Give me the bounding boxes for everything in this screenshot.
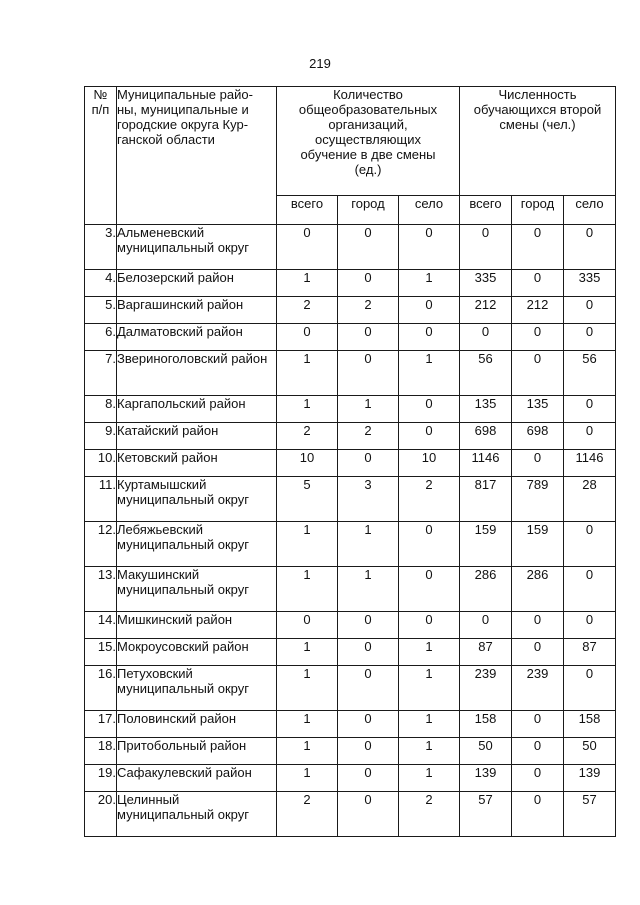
orgs-village-cell: 0 — [399, 396, 460, 423]
students-city-cell: 0 — [512, 351, 564, 396]
row-number: 7. — [85, 351, 117, 396]
students-city-cell: 212 — [512, 297, 564, 324]
orgs-city-cell: 2 — [338, 423, 399, 450]
table-row — [85, 225, 616, 270]
row-number: 16. — [85, 666, 117, 711]
table-row — [85, 738, 616, 765]
orgs-village-cell: 2 — [399, 477, 460, 522]
table-row — [85, 666, 616, 711]
table-row — [85, 351, 616, 396]
orgs-village-cell: 2 — [399, 792, 460, 837]
district-name: Куртамышский муниципальный округ — [117, 477, 277, 522]
students-total-cell: 698 — [460, 423, 512, 450]
table-row — [85, 639, 616, 666]
header-number: № п/п — [85, 87, 117, 225]
students-city-cell: 239 — [512, 666, 564, 711]
row-number: 20. — [85, 792, 117, 837]
students-total-cell: 335 — [460, 270, 512, 297]
students-city-cell: 159 — [512, 522, 564, 567]
orgs-city-cell: 0 — [338, 711, 399, 738]
district-name: Белозерский район — [117, 270, 277, 297]
students-total-cell: 50 — [460, 738, 512, 765]
students-village-cell: 0 — [564, 423, 616, 450]
table-header — [85, 87, 616, 225]
students-village-cell: 0 — [564, 396, 616, 423]
table-row — [85, 423, 616, 450]
orgs-village-cell: 1 — [399, 351, 460, 396]
orgs-city-cell: 0 — [338, 351, 399, 396]
table-row — [85, 765, 616, 792]
orgs-total-cell: 1 — [277, 522, 338, 567]
row-number: 14. — [85, 612, 117, 639]
table-row — [85, 522, 616, 567]
row-number: 13. — [85, 567, 117, 612]
orgs-city-cell: 0 — [338, 324, 399, 351]
orgs-village-cell: 1 — [399, 738, 460, 765]
orgs-city-cell: 0 — [338, 792, 399, 837]
students-village-cell: 0 — [564, 567, 616, 612]
students-total-cell: 0 — [460, 324, 512, 351]
orgs-total-cell: 1 — [277, 765, 338, 792]
table-row — [85, 612, 616, 639]
row-number: 15. — [85, 639, 117, 666]
students-total-cell: 0 — [460, 225, 512, 270]
students-city-cell: 286 — [512, 567, 564, 612]
table-row — [85, 792, 616, 837]
row-number: 18. — [85, 738, 117, 765]
table-row — [85, 450, 616, 477]
students-village-cell: 0 — [564, 324, 616, 351]
header-students: Численность обучающихся второй смены (чел.) — [460, 87, 616, 196]
students-city-cell: 0 — [512, 270, 564, 297]
orgs-total-cell: 1 — [277, 666, 338, 711]
students-village-cell: 0 — [564, 297, 616, 324]
students-city-cell: 0 — [512, 738, 564, 765]
district-name: Сафакулевский район — [117, 765, 277, 792]
students-city-cell: 0 — [512, 225, 564, 270]
row-number: 6. — [85, 324, 117, 351]
students-village-cell: 139 — [564, 765, 616, 792]
district-name: Альменевский муниципальный округ — [117, 225, 277, 270]
students-village-cell: 0 — [564, 225, 616, 270]
students-city-cell: 0 — [512, 612, 564, 639]
row-number: 8. — [85, 396, 117, 423]
orgs-city-cell: 1 — [338, 567, 399, 612]
orgs-city-cell: 1 — [338, 522, 399, 567]
students-total-cell: 212 — [460, 297, 512, 324]
orgs-city-cell: 0 — [338, 738, 399, 765]
orgs-total-cell: 5 — [277, 477, 338, 522]
students-total-cell: 239 — [460, 666, 512, 711]
table-row — [85, 270, 616, 297]
district-name: Лебяжьевский муниципальный округ — [117, 522, 277, 567]
orgs-city-cell: 0 — [338, 450, 399, 477]
students-city-cell: 789 — [512, 477, 564, 522]
students-village-cell: 158 — [564, 711, 616, 738]
orgs-village-cell: 1 — [399, 270, 460, 297]
row-number: 17. — [85, 711, 117, 738]
district-name: Каргапольский район — [117, 396, 277, 423]
orgs-city-cell: 0 — [338, 612, 399, 639]
orgs-total-cell: 2 — [277, 792, 338, 837]
orgs-village-cell: 0 — [399, 567, 460, 612]
students-total-cell: 139 — [460, 765, 512, 792]
orgs-total-cell: 1 — [277, 738, 338, 765]
orgs-total-cell: 1 — [277, 639, 338, 666]
students-city-cell: 0 — [512, 450, 564, 477]
students-village-cell: 56 — [564, 351, 616, 396]
orgs-total-cell: 0 — [277, 324, 338, 351]
orgs-total-cell: 10 — [277, 450, 338, 477]
orgs-total-cell: 2 — [277, 297, 338, 324]
subheader-orgs-village: село — [399, 196, 460, 225]
orgs-village-cell: 1 — [399, 711, 460, 738]
district-name: Петуховский муниципальный округ — [117, 666, 277, 711]
district-name: Целинный муниципальный округ — [117, 792, 277, 837]
subheader-students-total: всего — [460, 196, 512, 225]
students-total-cell: 87 — [460, 639, 512, 666]
orgs-village-cell: 0 — [399, 225, 460, 270]
page-number: 219 — [309, 56, 331, 71]
orgs-total-cell: 1 — [277, 351, 338, 396]
orgs-total-cell: 1 — [277, 567, 338, 612]
row-number: 4. — [85, 270, 117, 297]
students-village-cell: 50 — [564, 738, 616, 765]
row-number: 11. — [85, 477, 117, 522]
orgs-village-cell: 1 — [399, 666, 460, 711]
orgs-total-cell: 0 — [277, 225, 338, 270]
header-district: Муниципальные райо- ны, муниципальные и городские округа Кур- ганской области — [117, 87, 277, 225]
district-name: Варгашинский район — [117, 297, 277, 324]
district-name: Макушинский муниципальный округ — [117, 567, 277, 612]
students-total-cell: 1146 — [460, 450, 512, 477]
orgs-total-cell: 1 — [277, 396, 338, 423]
orgs-city-cell: 0 — [338, 225, 399, 270]
students-total-cell: 159 — [460, 522, 512, 567]
district-name: Кетовский район — [117, 450, 277, 477]
subheader-students-village: село — [564, 196, 616, 225]
orgs-city-cell: 0 — [338, 666, 399, 711]
table-row — [85, 324, 616, 351]
district-name: Звериноголовский район — [117, 351, 277, 396]
orgs-village-cell: 0 — [399, 423, 460, 450]
subheader-students-city: город — [512, 196, 564, 225]
students-city-cell: 0 — [512, 792, 564, 837]
orgs-village-cell: 0 — [399, 324, 460, 351]
district-name: Мишкинский район — [117, 612, 277, 639]
students-city-cell: 0 — [512, 324, 564, 351]
orgs-village-cell: 0 — [399, 297, 460, 324]
orgs-village-cell: 0 — [399, 612, 460, 639]
district-name: Далматовский район — [117, 324, 277, 351]
students-village-cell: 57 — [564, 792, 616, 837]
orgs-total-cell: 2 — [277, 423, 338, 450]
orgs-city-cell: 0 — [338, 639, 399, 666]
district-name: Притобольный район — [117, 738, 277, 765]
row-number: 5. — [85, 297, 117, 324]
students-total-cell: 56 — [460, 351, 512, 396]
students-village-cell: 0 — [564, 522, 616, 567]
orgs-village-cell: 1 — [399, 639, 460, 666]
students-city-cell: 0 — [512, 765, 564, 792]
orgs-total-cell: 1 — [277, 270, 338, 297]
row-number: 9. — [85, 423, 117, 450]
students-total-cell: 817 — [460, 477, 512, 522]
table-row — [85, 567, 616, 612]
row-number: 12. — [85, 522, 117, 567]
students-total-cell: 286 — [460, 567, 512, 612]
table-row — [85, 297, 616, 324]
students-total-cell: 135 — [460, 396, 512, 423]
subheader-orgs-total: всего — [277, 196, 338, 225]
subheader-orgs-city: город — [338, 196, 399, 225]
table-row — [85, 477, 616, 522]
students-total-cell: 0 — [460, 612, 512, 639]
header-organizations: Количество общеобразовательных организаций, осуществляющих обучение в две смены (ед.) — [277, 87, 460, 196]
students-village-cell: 335 — [564, 270, 616, 297]
district-name: Катайский район — [117, 423, 277, 450]
students-village-cell: 0 — [564, 666, 616, 711]
orgs-village-cell: 10 — [399, 450, 460, 477]
orgs-city-cell: 3 — [338, 477, 399, 522]
orgs-city-cell: 1 — [338, 396, 399, 423]
row-number: 19. — [85, 765, 117, 792]
orgs-city-cell: 0 — [338, 270, 399, 297]
schools-table — [84, 86, 616, 837]
row-number: 10. — [85, 450, 117, 477]
orgs-village-cell: 0 — [399, 522, 460, 567]
students-city-cell: 0 — [512, 639, 564, 666]
district-name: Мокроусовский район — [117, 639, 277, 666]
students-village-cell: 28 — [564, 477, 616, 522]
students-village-cell: 87 — [564, 639, 616, 666]
district-name: Половинский район — [117, 711, 277, 738]
students-total-cell: 158 — [460, 711, 512, 738]
students-village-cell: 0 — [564, 612, 616, 639]
table-body — [85, 225, 616, 837]
table-row — [85, 396, 616, 423]
table-row — [85, 711, 616, 738]
orgs-total-cell: 0 — [277, 612, 338, 639]
students-city-cell: 0 — [512, 711, 564, 738]
students-city-cell: 698 — [512, 423, 564, 450]
orgs-city-cell: 0 — [338, 765, 399, 792]
orgs-total-cell: 1 — [277, 711, 338, 738]
orgs-village-cell: 1 — [399, 765, 460, 792]
orgs-city-cell: 2 — [338, 297, 399, 324]
students-city-cell: 135 — [512, 396, 564, 423]
row-number: 3. — [85, 225, 117, 270]
students-village-cell: 1146 — [564, 450, 616, 477]
students-total-cell: 57 — [460, 792, 512, 837]
